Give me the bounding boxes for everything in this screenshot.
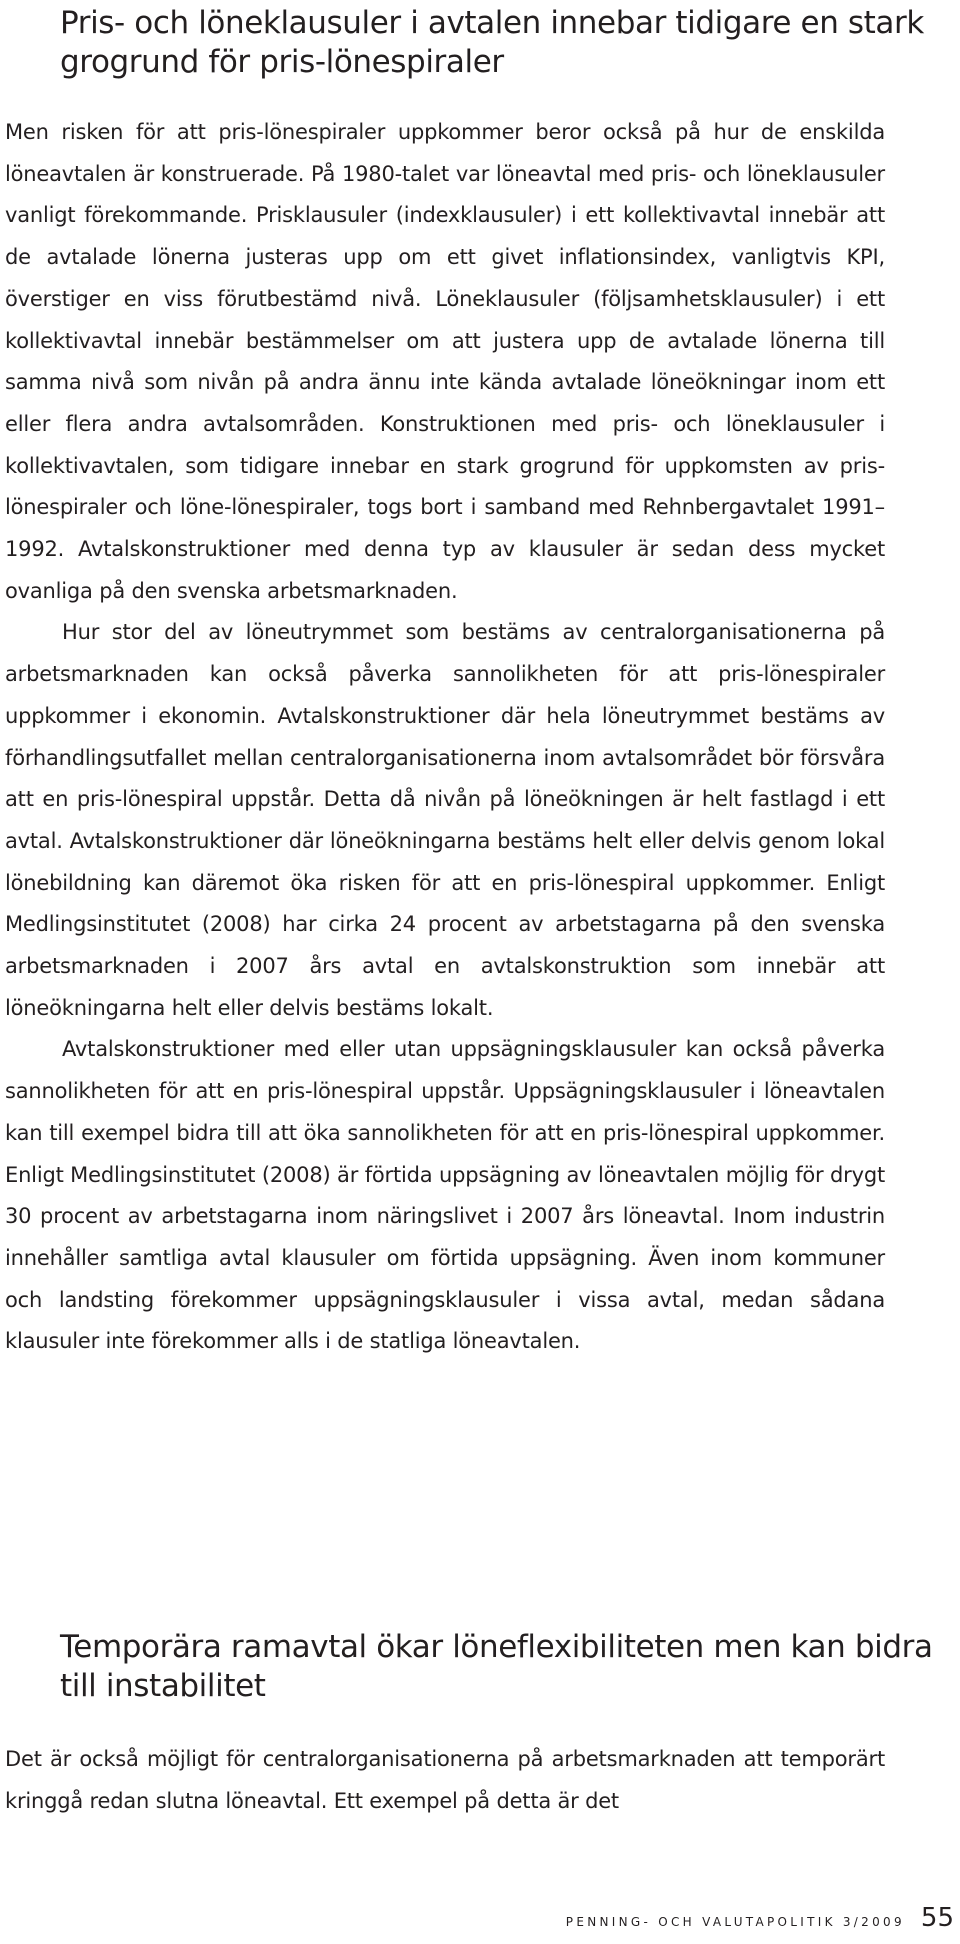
section-heading: Temporära ramavtal ökar löneflexibiliteten men kan bidra till instabilitet: [60, 1629, 933, 1704]
paragraph: Det är också möjligt för centralorganisationerna på arbetsmarknaden att temporärt kringgå redan slutna löneavtal. Ett exempel på detta är det: [5, 1747, 885, 1813]
page-footer: [566, 1903, 954, 1933]
journal-title: PENNING- OCH VALUTAPOLITIK 3/2009: [565, 1915, 905, 1929]
section-body: [5, 1739, 885, 1822]
paragraph: Avtalskonstruktioner med eller utan uppsägningsklausuler kan också påverka sannolikheten för att en pris-lönespiral uppstår. Uppsägningsklausuler i löneavtalen kan till exempel bidra till att öka sannolikheten för att en pris-lönespiral uppkommer. Enligt Medlingsinstitutet (2008) är förtida uppsägning av löneavtalen möjlig för drygt 30 procent av arbetstagarna inom näringslivet i 2007 års löneavtal. Inom industrin innehåller samtliga avtal klausuler om förtida uppsägning. Även inom kommuner och landsting förekommer uppsägningsklausuler i vissa avtal, medan sådana klausuler inte förekommer alls i de statliga löneavtalen.: [5, 1037, 885, 1354]
section-heading: Pris- och löneklausuler i avtalen innebar tidigare en stark grogrund för pris-lönespiraler: [60, 5, 924, 80]
page-number: 55: [920, 1903, 954, 1933]
paragraph: Men risken för att pris-lönespiraler uppkommer beror också på hur de enskilda löneavtalen är konstruerade. På 1980-talet var löneavtal med pris- och löneklausuler vanligt förekommande. Prisklausuler (indexklausuler) i ett kollektivavtal innebär att de avtalade lönerna justeras upp om ett givet inflationsindex, vanligtvis KPI, överstiger en viss förutbestämd nivå. Löneklausuler (följsamhetsklausuler) i ett kollektivavtal innebär bestämmelser om att justera upp de avtalade lönerna till samma nivå som nivån på andra ännu inte kända avtalade löneökningar inom ett eller flera andra avtalsområden. Konstruktionen med pris- och löneklausuler i kollektivavtalen, som tidigare innebar en stark grogrund för uppkomsten av pris-lönespiraler och löne-lönespiraler, togs bort i samband med Rehnbergavtalet 1991–1992. Avtalskonstruktioner med denna typ av klausuler är sedan dess mycket ovanliga på den svenska arbetsmarknaden.: [5, 120, 885, 603]
section-body: [5, 112, 885, 1363]
paragraph: Hur stor del av löneutrymmet som bestäms av centralorganisationerna på arbetsmarknaden kan också påverka sannolikheten för att pris-lönespiraler uppkommer i ekonomin. Avtalskonstruktioner där hela löneutrymmet bestäms av förhandlingsutfallet mellan centralorganisationerna inom avtalsområdet bör försvåra att en pris-lönespiral uppstår. Detta då nivån på löneökningen är helt fastlagd i ett avtal. Avtalskonstruktioner där löneökningarna bestäms helt eller delvis genom lokal lönebildning kan däremot öka risken för att en pris-lönespiral uppkommer. Enligt Medlingsinstitutet (2008) har cirka 24 procent av arbetstagarna på den svenska arbetsmarknaden i 2007 års avtal en avtalskonstruktion som innebär att löneökningarna helt eller delvis bestäms lokalt.: [5, 620, 885, 1020]
